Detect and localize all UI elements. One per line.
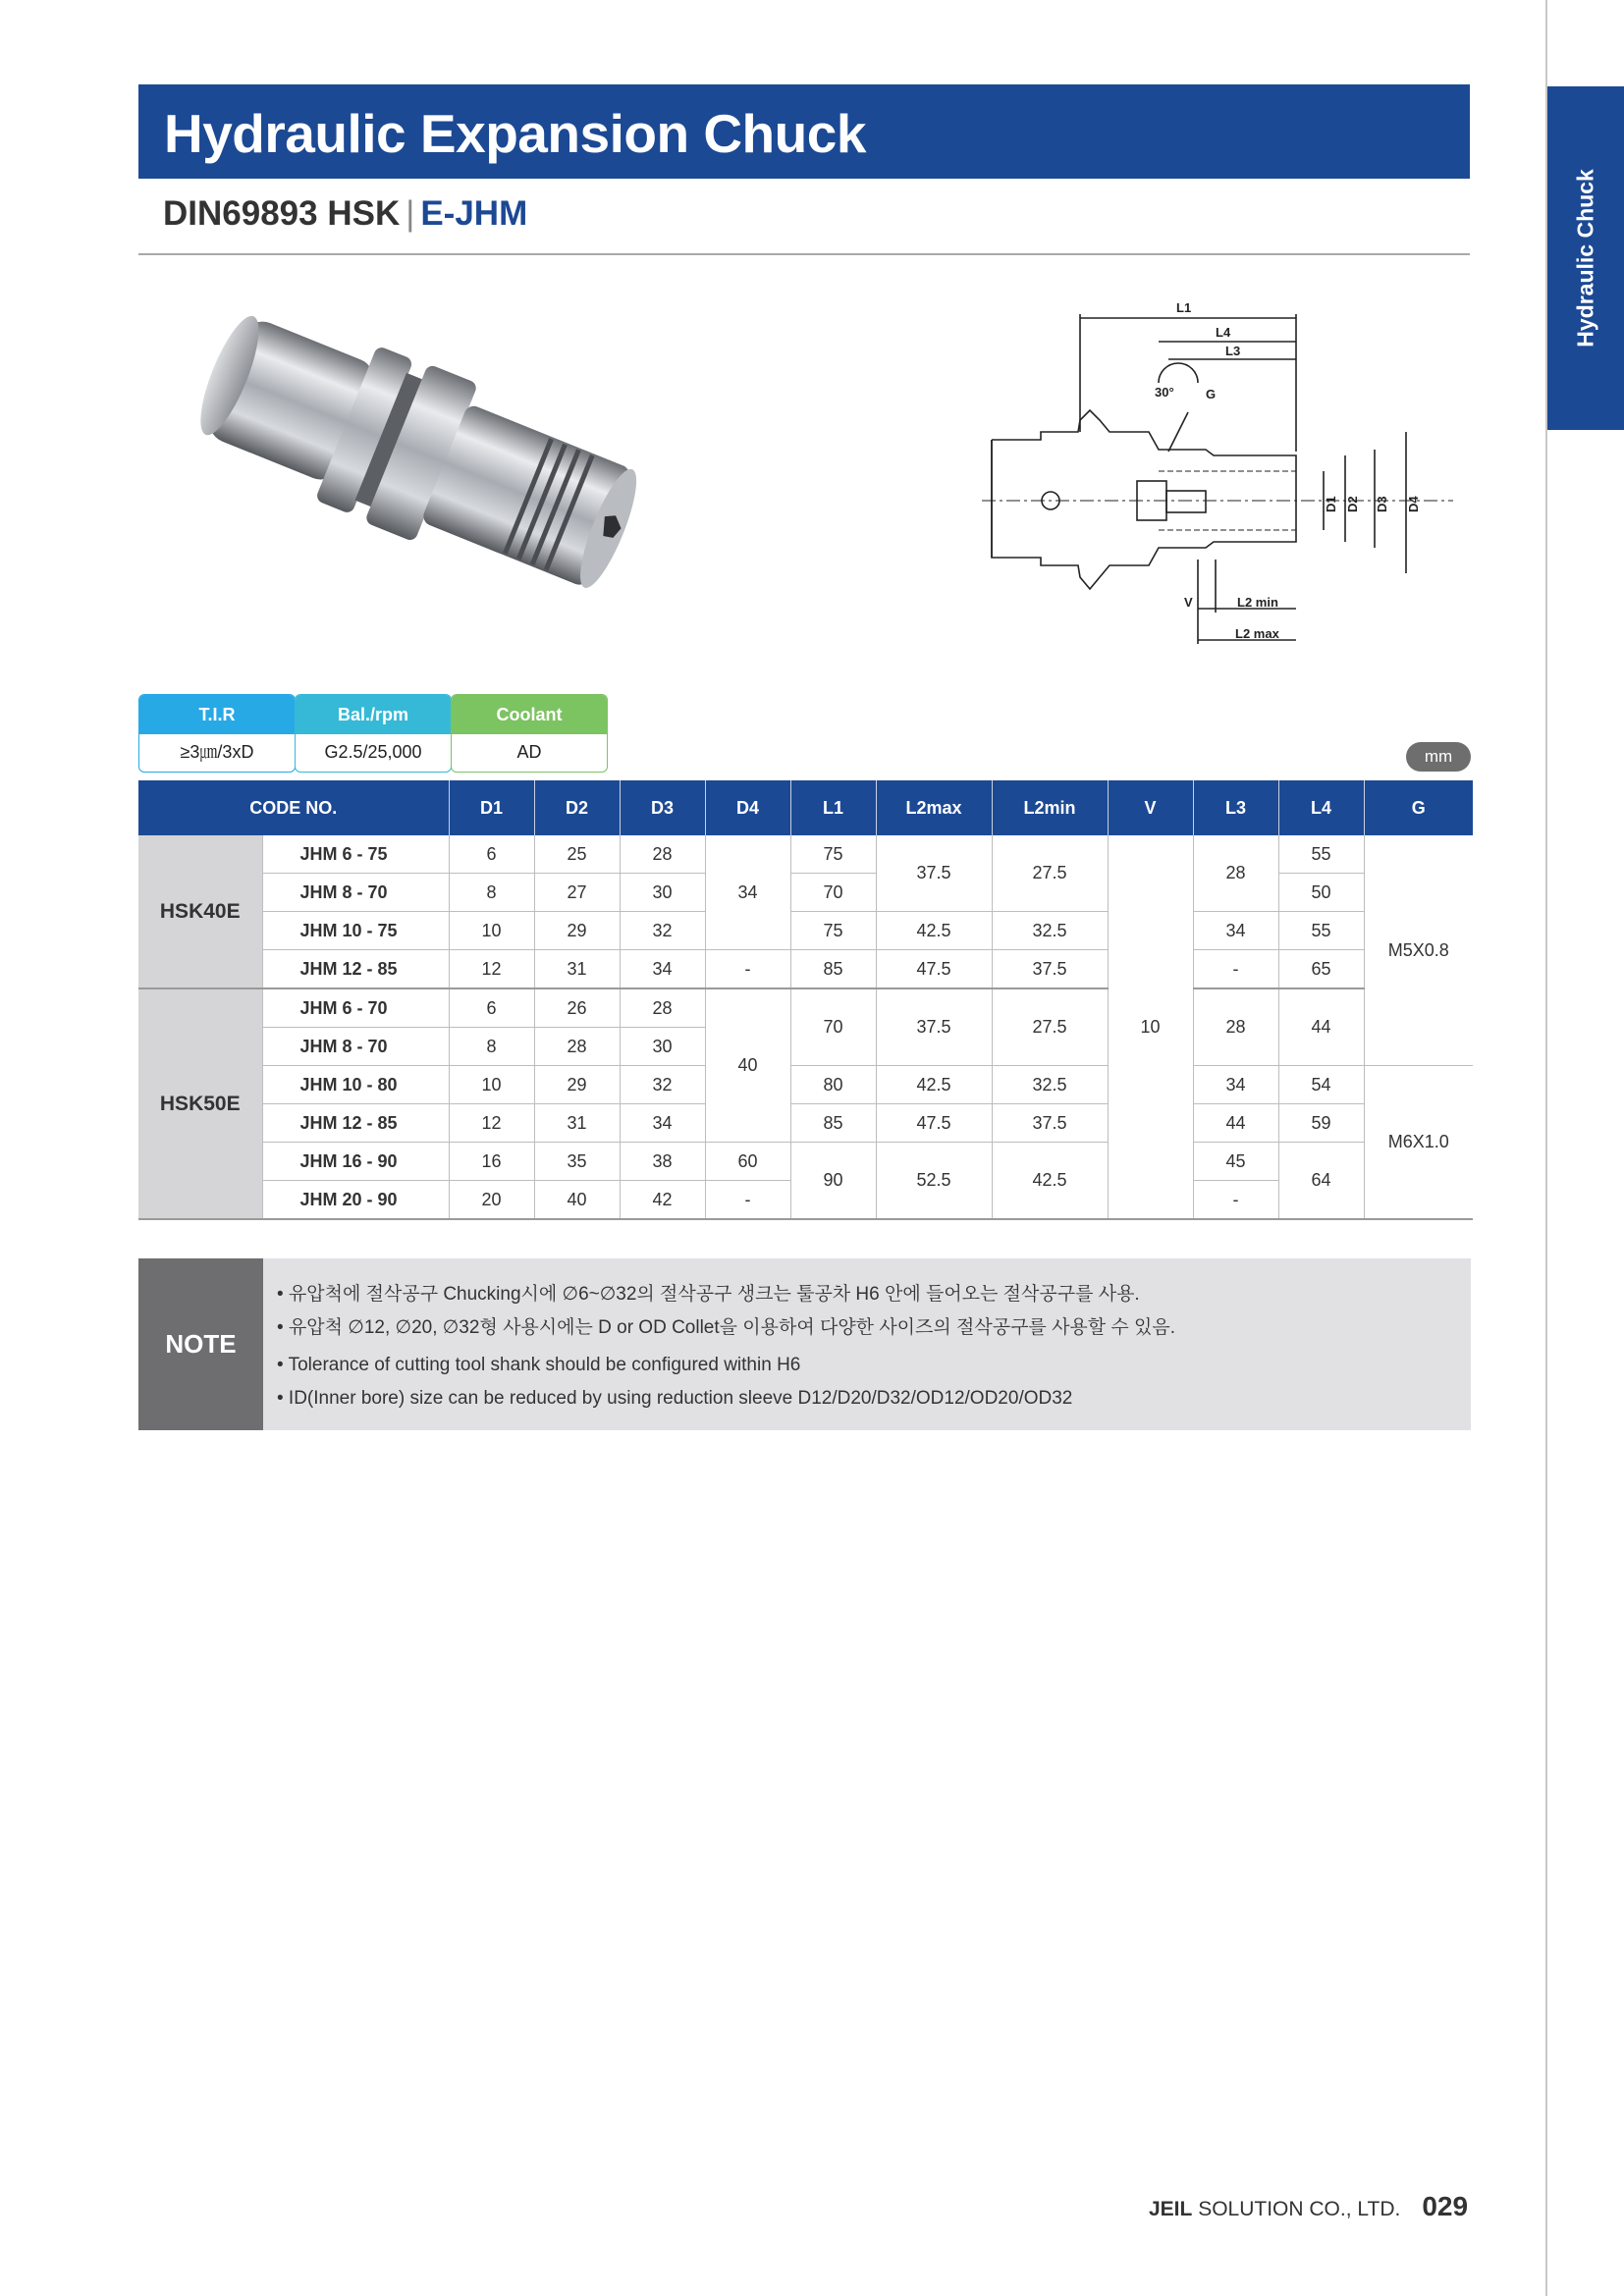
g-cell: M5X0.8 [1364, 835, 1473, 1066]
l4-cell: 55 [1278, 835, 1364, 874]
diagram-v: V [1184, 595, 1193, 610]
diagram-g: G [1206, 387, 1217, 401]
l4-cell: 64 [1278, 1143, 1364, 1220]
page-title: Hydraulic Expansion Chuck [164, 103, 866, 164]
badge-tir [138, 694, 296, 773]
d3-cell: 28 [620, 988, 705, 1028]
l3-cell: 34 [1193, 1066, 1278, 1104]
header-l4: L4 [1278, 780, 1364, 835]
d4-cell: 40 [705, 988, 790, 1143]
note-line: • 유압척 ∅12, ∅20, ∅32형 사용시에는 D or OD Collet을 이용하여 다양한 사이즈의 절삭공구를 사용할 수 있음. [277, 1317, 1176, 1338]
code-cell: JHM 16 - 90 [262, 1143, 449, 1181]
unit-badge: mm [1406, 742, 1471, 772]
l4-cell: 59 [1278, 1104, 1364, 1143]
d2-cell: 40 [534, 1181, 620, 1220]
l3-cell: - [1193, 950, 1278, 989]
d1-cell: 8 [449, 1028, 534, 1066]
l3-cell: 45 [1193, 1143, 1278, 1181]
d1-cell: 12 [449, 950, 534, 989]
l2max-cell: 37.5 [876, 835, 992, 912]
d1-cell: 6 [449, 835, 534, 874]
l1-cell: 75 [790, 912, 876, 950]
d3-cell: 30 [620, 874, 705, 912]
group-hsk40e: HSK40E [138, 835, 262, 988]
table-row [138, 1143, 1473, 1181]
d3-cell: 32 [620, 1066, 705, 1104]
l2min-cell: 32.5 [992, 1066, 1108, 1104]
header-g: G [1364, 780, 1473, 835]
code-cell: JHM 10 - 80 [262, 1066, 449, 1104]
subtitle-separator: | [406, 194, 415, 233]
badge-coolant-value: AD [452, 734, 607, 770]
d2-cell: 29 [534, 1066, 620, 1104]
diagram-d2: D2 [1345, 496, 1360, 512]
diagram-d1: D1 [1324, 496, 1338, 512]
diagram-angle: 30° [1155, 385, 1174, 400]
d2-cell: 29 [534, 912, 620, 950]
subtitle [163, 194, 527, 234]
note-list [277, 1278, 1175, 1415]
code-cell: JHM 10 - 75 [262, 912, 449, 950]
l2min-cell: 37.5 [992, 950, 1108, 989]
l1-cell: 70 [790, 874, 876, 912]
header-l2min: L2min [992, 780, 1108, 835]
diagram-l1: L1 [1176, 300, 1192, 315]
l2max-cell: 47.5 [876, 950, 992, 989]
note-label: NOTE [138, 1258, 263, 1430]
d1-cell: 6 [449, 988, 534, 1028]
badge-balance [295, 694, 452, 773]
code-cell: JHM 6 - 70 [262, 988, 449, 1028]
l4-cell: 54 [1278, 1066, 1364, 1104]
code-cell: JHM 12 - 85 [262, 1104, 449, 1143]
l1-cell: 70 [790, 988, 876, 1066]
l2max-cell: 42.5 [876, 1066, 992, 1104]
side-tab-label: Hydraulic Chuck [1572, 169, 1598, 347]
d3-cell: 30 [620, 1028, 705, 1066]
footer-company: SOLUTION CO., LTD. [1192, 2198, 1401, 2220]
l2max-cell: 37.5 [876, 988, 992, 1066]
page-number: 029 [1422, 2191, 1469, 2221]
header-l2max: L2max [876, 780, 992, 835]
d4-cell: - [705, 1181, 790, 1220]
l3-cell: 44 [1193, 1104, 1278, 1143]
title-bar [138, 84, 1470, 179]
v-cell: 10 [1108, 835, 1193, 1219]
l2max-cell: 42.5 [876, 912, 992, 950]
badge-tir-label: T.I.R [139, 695, 295, 734]
table-row [138, 912, 1473, 950]
l4-cell: 55 [1278, 912, 1364, 950]
badge-balance-value: G2.5/25,000 [296, 734, 451, 770]
l2min-cell: 27.5 [992, 988, 1108, 1066]
footer-brand: JEIL [1149, 2198, 1193, 2220]
d2-cell: 25 [534, 835, 620, 874]
d1-cell: 10 [449, 912, 534, 950]
table-row [138, 950, 1473, 989]
table-row [138, 835, 1473, 874]
l1-cell: 80 [790, 1066, 876, 1104]
footer [1149, 2191, 1468, 2222]
l1-cell: 75 [790, 835, 876, 874]
table-row [138, 1104, 1473, 1143]
l3-cell: 28 [1193, 835, 1278, 912]
d4-cell: 34 [705, 835, 790, 950]
side-tab[interactable] [1547, 86, 1624, 430]
d3-cell: 42 [620, 1181, 705, 1220]
d1-cell: 10 [449, 1066, 534, 1104]
header-l3: L3 [1193, 780, 1278, 835]
note-line: • Tolerance of cutting tool shank should be configured within H6 [277, 1355, 801, 1375]
d4-cell: - [705, 950, 790, 989]
badge-coolant [451, 694, 608, 773]
d2-cell: 26 [534, 988, 620, 1028]
d2-cell: 31 [534, 1104, 620, 1143]
d2-cell: 28 [534, 1028, 620, 1066]
badge-tir-value: ≥3㎛/3xD [139, 734, 295, 770]
diagram-l2min: L2 min [1237, 595, 1278, 610]
d2-cell: 35 [534, 1143, 620, 1181]
subtitle-model: E-JHM [420, 194, 528, 233]
table-row [138, 988, 1473, 1028]
code-cell: JHM 8 - 70 [262, 1028, 449, 1066]
l1-cell: 90 [790, 1143, 876, 1220]
g-cell: M6X1.0 [1364, 1066, 1473, 1220]
note-line: • ID(Inner bore) size can be reduced by using reduction sleeve D12/D20/D32/OD12/OD20/OD32 [277, 1388, 1073, 1409]
badge-balance-label: Bal./rpm [296, 695, 451, 734]
header-code: CODE NO. [138, 780, 449, 835]
header-d3: D3 [620, 780, 705, 835]
header-v: V [1108, 780, 1193, 835]
d2-cell: 31 [534, 950, 620, 989]
l2min-cell: 42.5 [992, 1143, 1108, 1220]
code-cell: JHM 6 - 75 [262, 835, 449, 874]
diagram-l2max: L2 max [1235, 626, 1279, 641]
l4-cell: 65 [1278, 950, 1364, 989]
note-box [138, 1258, 1471, 1430]
d3-cell: 34 [620, 950, 705, 989]
code-cell: JHM 8 - 70 [262, 874, 449, 912]
d1-cell: 16 [449, 1143, 534, 1181]
l3-cell: - [1193, 1181, 1278, 1220]
diagram-l3: L3 [1225, 344, 1241, 358]
subtitle-rule [138, 253, 1470, 255]
l2min-cell: 37.5 [992, 1104, 1108, 1143]
d2-cell: 27 [534, 874, 620, 912]
d1-cell: 12 [449, 1104, 534, 1143]
header-d4: D4 [705, 780, 790, 835]
d3-cell: 32 [620, 912, 705, 950]
header-d2: D2 [534, 780, 620, 835]
l3-cell: 34 [1193, 912, 1278, 950]
d4-cell: 60 [705, 1143, 790, 1181]
subtitle-standard: DIN69893 HSK [163, 194, 401, 233]
header-d1: D1 [449, 780, 534, 835]
code-cell: JHM 20 - 90 [262, 1181, 449, 1220]
diagram-l4: L4 [1216, 325, 1231, 340]
product-photo [187, 294, 668, 648]
l2min-cell: 27.5 [992, 835, 1108, 912]
l2max-cell: 47.5 [876, 1104, 992, 1143]
l4-cell: 50 [1278, 874, 1364, 912]
d3-cell: 38 [620, 1143, 705, 1181]
l3-cell: 28 [1193, 988, 1278, 1066]
diagram-d4: D4 [1406, 496, 1421, 512]
l4-cell: 44 [1278, 988, 1364, 1066]
d1-cell: 8 [449, 874, 534, 912]
l1-cell: 85 [790, 950, 876, 989]
l2min-cell: 32.5 [992, 912, 1108, 950]
table-header-row [138, 780, 1473, 835]
l1-cell: 85 [790, 1104, 876, 1143]
technical-drawing [962, 294, 1473, 667]
d1-cell: 20 [449, 1181, 534, 1220]
spec-table [138, 780, 1473, 1220]
badge-coolant-label: Coolant [452, 695, 607, 734]
l2max-cell: 52.5 [876, 1143, 992, 1220]
group-hsk50e: HSK50E [138, 988, 262, 1219]
note-line: • 유압척에 절삭공구 Chucking시에 ∅6~∅32의 절삭공구 생크는 툴공차 H6 안에 들어오는 절삭공구를 사용. [277, 1284, 1140, 1305]
table-row [138, 1066, 1473, 1104]
d3-cell: 28 [620, 835, 705, 874]
diagram-d3: D3 [1375, 496, 1389, 512]
header-l1: L1 [790, 780, 876, 835]
code-cell: JHM 12 - 85 [262, 950, 449, 989]
d3-cell: 34 [620, 1104, 705, 1143]
